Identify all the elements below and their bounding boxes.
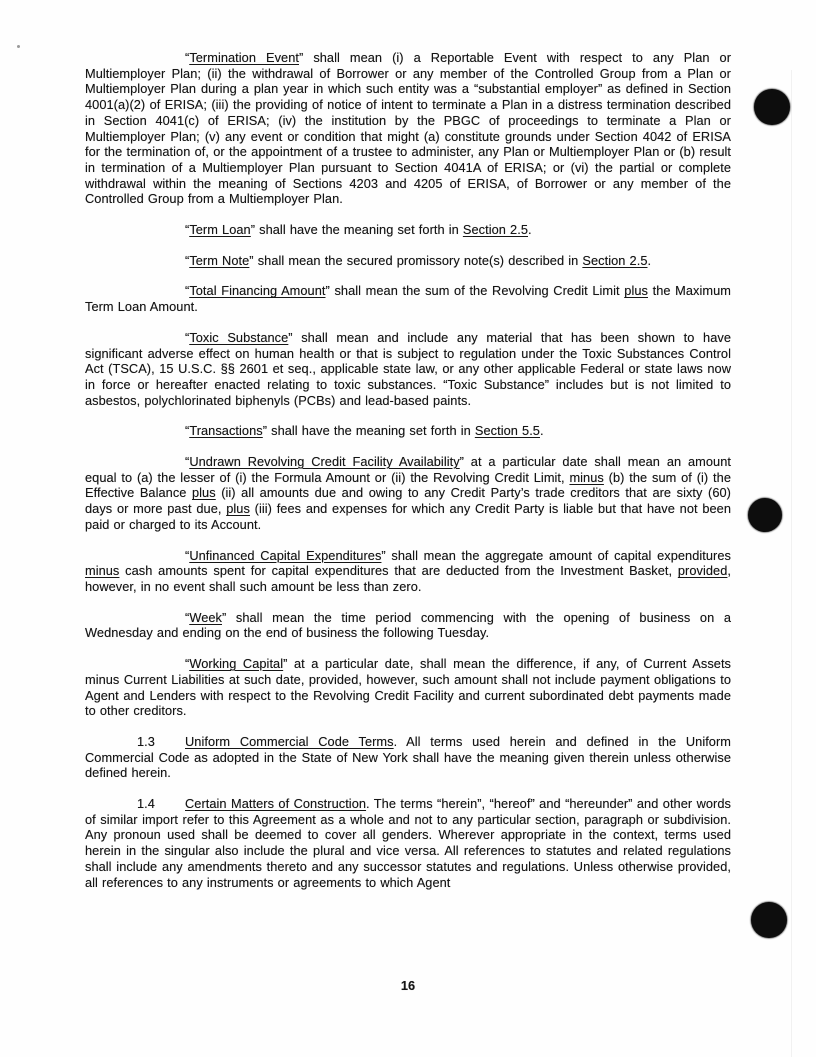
punch-hole-mark-top — [754, 89, 790, 125]
section-number: 1.4 — [137, 796, 155, 812]
punch-hole-mark-bottom — [751, 902, 787, 938]
text-run: “ — [185, 50, 190, 65]
text-run: (iii) fees and expenses for which any Credit Party is liable but that have not been paid or charged to its Account. — [85, 501, 731, 532]
underlined-term: plus — [624, 283, 648, 299]
text-run: “ — [185, 423, 190, 439]
text-run: ” shall mean and include any material that has been shown to have significant adverse effect on human health or that is subject to regulation under the Toxic Substances Control Act (TSCA), 15 U.S.C. §§ 2601 et seq., applicable state law, or any other applicable Federal or state laws now in force or hereafter enacted relating to toxic substances. “Toxic Substance” includes but is not limited to asbestos, polychlorinated biphenyls (PCBs) and lead-based paints. — [85, 329, 731, 408]
underlined-term: Uniform Commercial Code Terms — [185, 733, 394, 749]
text-run: . All terms used herein and defined in the Uniform Commercial Code as adopted in the State of New York shall have the meaning given therein unless otherwise defined herein. — [85, 733, 732, 781]
text-run: ” at a particular date, shall mean the difference, if any, of Current Assets minus Current Liabilities at such date, provided, however, such amount shall not include payment obligations to Agent and Lenders with respect to the Revolving Credit Facility and current subordinated debt payments made to other creditors. — [85, 656, 731, 719]
paragraph-transactions — [85, 423, 731, 439]
paragraph-section-1-4 — [85, 796, 731, 890]
text-run: . The terms “herein”, “hereof” and “hereunder” and other words of similar import refer to this Agreement as a whole and not to any particular section, paragraph or subdivision. Any pronoun used shall be deemed to cover all genders. Wherever appropriate in the context, terms used herein in the singular also include the plural and vice versa. All references to statutes and related regulations shall include any amendments thereto and any successor statutes and regulations. Unless otherwise provided, all references to any instruments or agreements to which Agent — [85, 796, 731, 890]
underlined-term: Certain Matters of Construction — [185, 796, 367, 812]
punch-hole-mark-middle — [748, 498, 782, 532]
text-run: the Maximum Term Loan Amount. — [85, 283, 731, 315]
text-run: ” shall mean the sum of the Revolving Credit Limit — [325, 283, 625, 299]
text-run: . — [647, 252, 652, 268]
text-run: ” shall mean the secured promissory note(s) described in — [249, 252, 583, 268]
text-run: ” shall mean the time period commencing with the opening of business on a Wednesday and ending on the end of business the following Tuesday. — [85, 609, 731, 641]
paragraph-working-capital — [85, 656, 731, 719]
text-run: “ — [185, 283, 190, 299]
paragraph-term-loan — [85, 222, 731, 238]
text-run: ” shall mean the aggregate amount of capital expenditures — [381, 547, 731, 563]
text-run: . — [539, 423, 544, 439]
text-run: ” at a particular date shall mean an amount equal to (a) the lesser of (i) the Formula Amount or (ii) the Revolving Credit Limit, — [85, 454, 731, 485]
underlined-term: plus — [191, 485, 216, 501]
paragraph-undrawn-revolving-credit-facility-availability — [85, 454, 731, 533]
underlined-term: Section 5.5 — [474, 423, 540, 439]
text-run: “ — [185, 329, 190, 345]
text-run: “ — [185, 222, 190, 238]
underlined-term: plus — [226, 501, 250, 517]
underlined-term: Undrawn Revolving Credit Facility Availability — [189, 454, 460, 470]
underlined-term: Week — [189, 609, 222, 625]
underlined-term: Unfinanced Capital Expenditures — [189, 547, 382, 563]
paragraph-unfinanced-capital-expenditures — [85, 548, 731, 595]
text-run: “ — [185, 454, 190, 470]
underlined-term: Toxic Substance — [189, 329, 289, 345]
underlined-term: Section 2.5 — [462, 222, 528, 238]
text-run: , however, in no event shall such amount be less than zero. — [85, 563, 731, 594]
underlined-term: Working Capital — [189, 656, 284, 672]
text-run: “ — [185, 656, 190, 672]
section-number: 1.3 — [137, 733, 155, 749]
underlined-term: minus — [85, 563, 120, 579]
paragraph-toxic-substance — [85, 330, 731, 409]
underlined-term: provided — [677, 563, 728, 579]
paragraph-term-note — [85, 253, 731, 269]
document-body — [85, 50, 731, 905]
text-run: cash amounts spent for capital expenditures that are deducted from the Investment Basket, — [119, 563, 678, 579]
text-run: “ — [185, 547, 190, 563]
page-number: 16 — [400, 978, 416, 993]
text-run: (ii) all amounts due and owing to any Credit Party’s trade creditors that are sixty (60) days or more past due, — [85, 485, 731, 517]
underlined-term: Term Loan — [189, 222, 251, 238]
text-run: “ — [185, 252, 190, 268]
paragraph-total-financing-amount — [85, 283, 731, 314]
text-run: ” shall have the meaning set forth in — [262, 423, 475, 439]
text-run: “ — [185, 609, 190, 625]
text-run: (b) the sum of (i) the Effective Balance — [85, 469, 731, 501]
text-run: . — [528, 222, 532, 238]
paragraph-week — [85, 610, 731, 641]
underlined-term: Termination Event — [189, 50, 299, 65]
underlined-term: Transactions — [189, 423, 263, 439]
scan-artifact-dot — [17, 45, 20, 48]
paragraph-termination-event — [85, 50, 731, 207]
underlined-term: Section 2.5 — [582, 252, 648, 268]
underlined-term: minus — [569, 469, 604, 485]
text-run: ” shall mean (i) a Reportable Event with respect to any Plan or Multiemployer Plan; (ii) the withdrawal of Borrower or any member of the Controlled Group from a Plan or Multiemployer Plan during a plan year in which such entity was a “substantial employer” as defined in Section 4001(a)(2) of ERISA; (iii) the providing of notice of intent to terminate a Plan in a distress termination described in Section 4041(c) of ERISA; (iv) the institution by the PBGC of proceedings to terminate a Plan or Multiemployer Plan; (v) any event or condition that might (a) constitute grounds under Section 4042 of ERISA for the termination of, or the appointment of a trustee to administer, any Plan or Multiemployer Plan or (b) result in termination of a Multiemployer Plan pursuant to Section 4041A of ERISA; or (vi) the partial or complete withdrawal within the meaning of Sections 4203 and 4205 of ERISA, of Borrower or any member of the Controlled Group from a Multiemployer Plan. — [85, 50, 732, 207]
text-run: ” shall have the meaning set forth in — [250, 222, 463, 238]
underlined-term: Total Financing Amount — [189, 283, 326, 299]
scan-edge-line — [791, 70, 792, 1057]
paragraph-section-1-3 — [85, 734, 731, 781]
underlined-term: Term Note — [189, 252, 250, 268]
